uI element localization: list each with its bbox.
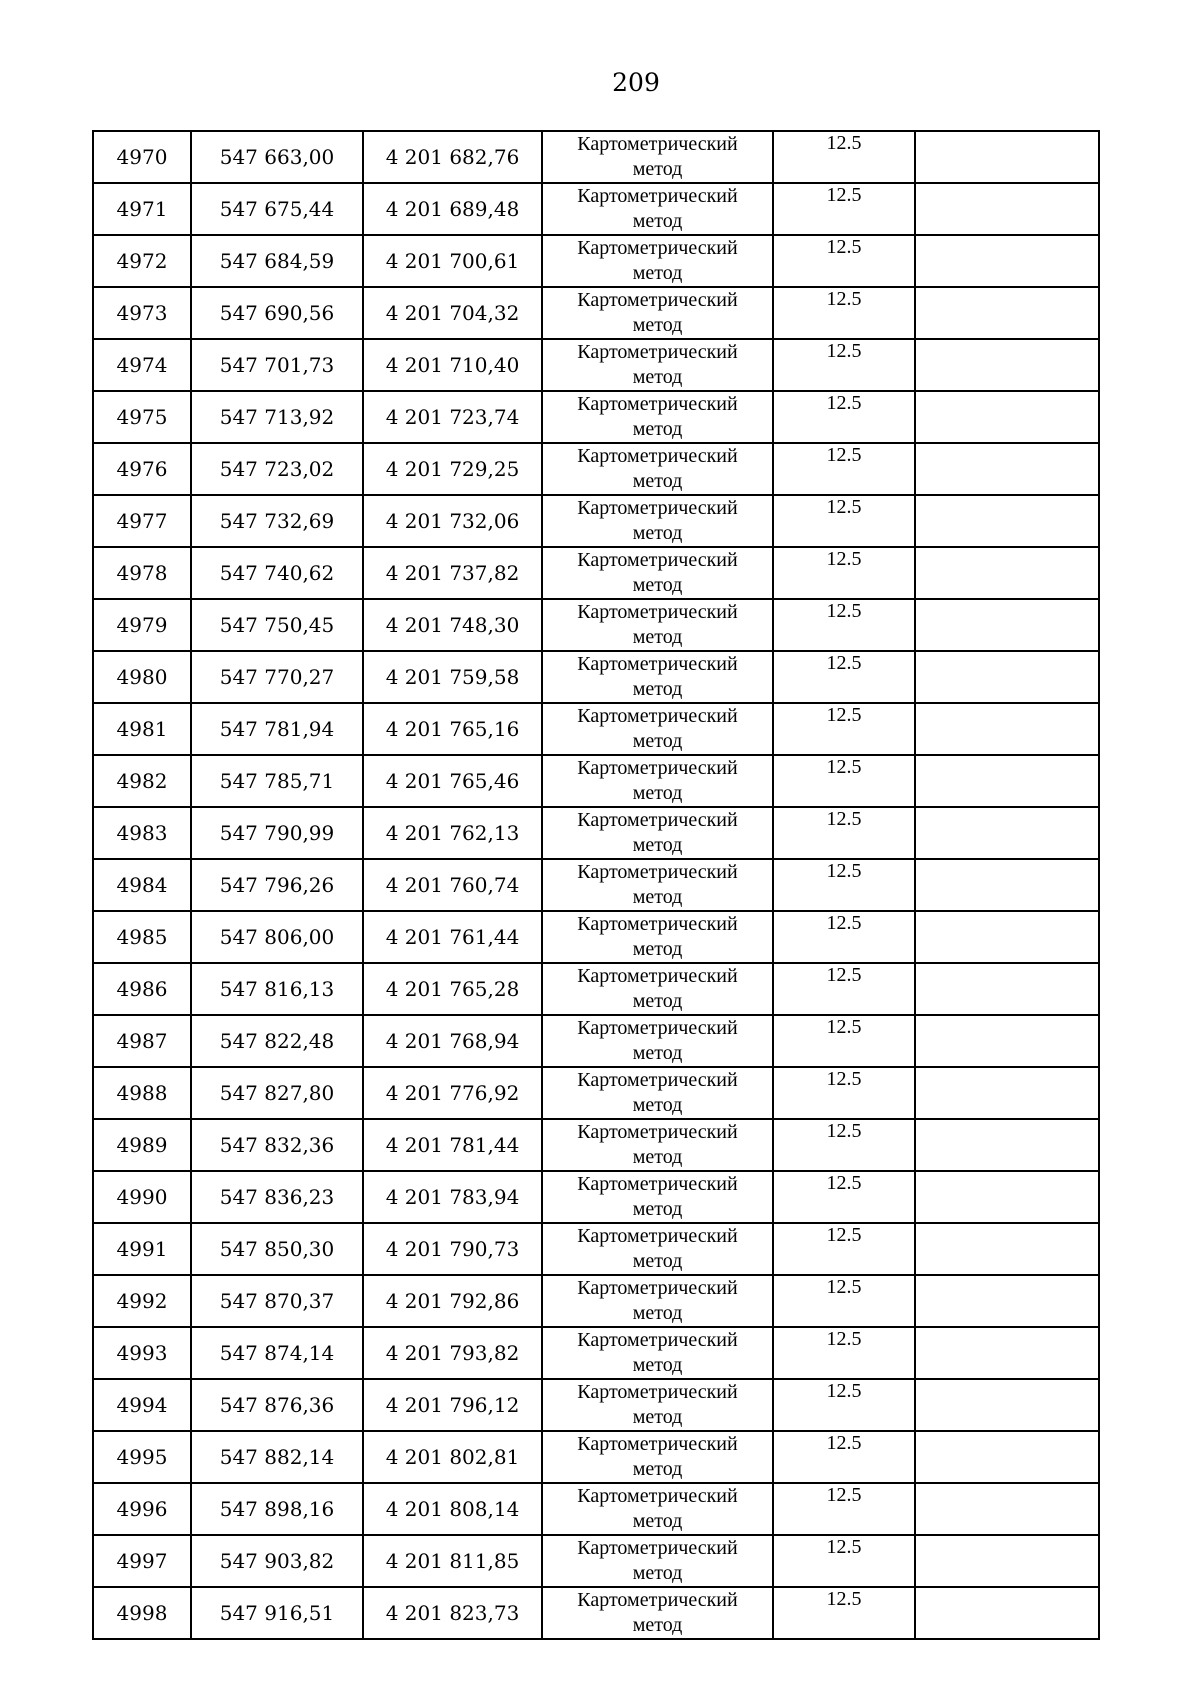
x-coordinate-cell: 547 732,69 [191,495,363,547]
x-coordinate-cell: 547 796,26 [191,859,363,911]
method-line-2: метод [632,886,683,908]
point-number-cell: 4990 [93,1171,191,1223]
note-cell [915,339,1099,391]
method-line-2: метод [632,626,683,648]
method-line-2: метод [632,1406,683,1428]
x-coordinate-cell: 547 832,36 [191,1119,363,1171]
accuracy-cell: 12.5 [773,443,915,495]
x-coordinate-cell: 547 785,71 [191,755,363,807]
point-number-cell: 4980 [93,651,191,703]
y-coordinate-cell: 4 201 823,73 [363,1587,542,1639]
method-line-2: метод [632,470,683,492]
method-cell [542,1223,773,1275]
note-cell [915,755,1099,807]
accuracy-cell: 12.5 [773,911,915,963]
note-cell [915,703,1099,755]
x-coordinate-cell: 547 740,62 [191,547,363,599]
note-cell [915,911,1099,963]
method-line-2: метод [632,834,683,856]
method-cell [542,1015,773,1067]
method-cell [542,1171,773,1223]
accuracy-cell: 12.5 [773,859,915,911]
table-row [93,183,1099,235]
point-number-cell: 4994 [93,1379,191,1431]
x-coordinate-cell: 547 701,73 [191,339,363,391]
point-number-cell: 4970 [93,131,191,183]
method-line-2: метод [632,782,683,804]
point-number-cell: 4976 [93,443,191,495]
method-line-2: метод [632,990,683,1012]
accuracy-cell: 12.5 [773,1587,915,1639]
note-cell [915,1379,1099,1431]
method-cell [542,911,773,963]
x-coordinate-cell: 547 713,92 [191,391,363,443]
note-cell [915,1171,1099,1223]
table-row [93,1015,1099,1067]
method-cell [542,1275,773,1327]
x-coordinate-cell: 547 806,00 [191,911,363,963]
accuracy-cell: 12.5 [773,1223,915,1275]
table-row [93,235,1099,287]
note-cell [915,443,1099,495]
note-cell [915,1535,1099,1587]
table-row [93,755,1099,807]
accuracy-cell: 12.5 [773,1275,915,1327]
x-coordinate-cell: 547 836,23 [191,1171,363,1223]
method-cell [542,1483,773,1535]
method-cell [542,807,773,859]
x-coordinate-cell: 547 675,44 [191,183,363,235]
point-number-cell: 4971 [93,183,191,235]
method-line-2: метод [632,1146,683,1168]
y-coordinate-cell: 4 201 762,13 [363,807,542,859]
x-coordinate-cell: 547 882,14 [191,1431,363,1483]
table-row [93,807,1099,859]
method-cell [542,547,773,599]
note-cell [915,495,1099,547]
coordinates-table [92,130,1100,1640]
method-line-1: Картометрический [577,1017,738,1039]
accuracy-cell: 12.5 [773,1067,915,1119]
x-coordinate-cell: 547 916,51 [191,1587,363,1639]
accuracy-cell: 12.5 [773,1431,915,1483]
method-cell [542,1327,773,1379]
y-coordinate-cell: 4 201 710,40 [363,339,542,391]
point-number-cell: 4977 [93,495,191,547]
accuracy-cell: 12.5 [773,1535,915,1587]
table-row [93,703,1099,755]
accuracy-cell: 12.5 [773,1483,915,1535]
method-line-1: Картометрический [577,757,738,779]
method-cell [542,599,773,651]
y-coordinate-cell: 4 201 761,44 [363,911,542,963]
method-cell [542,1119,773,1171]
y-coordinate-cell: 4 201 792,86 [363,1275,542,1327]
x-coordinate-cell: 547 903,82 [191,1535,363,1587]
method-cell [542,183,773,235]
method-cell [542,1535,773,1587]
accuracy-cell: 12.5 [773,183,915,235]
note-cell [915,131,1099,183]
y-coordinate-cell: 4 201 760,74 [363,859,542,911]
method-line-2: метод [632,418,683,440]
note-cell [915,1015,1099,1067]
method-cell [542,287,773,339]
method-line-2: метод [632,1614,683,1636]
accuracy-cell: 12.5 [773,1327,915,1379]
point-number-cell: 4998 [93,1587,191,1639]
method-line-2: метод [632,1094,683,1116]
table-row [93,859,1099,911]
method-line-2: метод [632,574,683,596]
table-row [93,1327,1099,1379]
method-line-1: Картометрический [577,1069,738,1091]
x-coordinate-cell: 547 870,37 [191,1275,363,1327]
method-line-1: Картометрический [577,1381,738,1403]
method-line-1: Картометрический [577,1329,738,1351]
method-line-2: метод [632,1042,683,1064]
y-coordinate-cell: 4 201 723,74 [363,391,542,443]
accuracy-cell: 12.5 [773,235,915,287]
accuracy-cell: 12.5 [773,807,915,859]
method-line-2: метод [632,1562,683,1584]
note-cell [915,1431,1099,1483]
method-line-2: метод [632,678,683,700]
method-cell [542,443,773,495]
method-line-2: метод [632,366,683,388]
method-line-1: Картометрический [577,393,738,415]
method-line-1: Картометрический [577,185,738,207]
point-number-cell: 4984 [93,859,191,911]
y-coordinate-cell: 4 201 768,94 [363,1015,542,1067]
point-number-cell: 4989 [93,1119,191,1171]
method-cell [542,131,773,183]
accuracy-cell: 12.5 [773,651,915,703]
x-coordinate-cell: 547 816,13 [191,963,363,1015]
note-cell [915,807,1099,859]
method-line-1: Картометрический [577,341,738,363]
method-line-1: Картометрический [577,1433,738,1455]
coordinates-table-body [93,131,1099,1639]
y-coordinate-cell: 4 201 796,12 [363,1379,542,1431]
table-row [93,1275,1099,1327]
method-line-1: Картометрический [577,1173,738,1195]
accuracy-cell: 12.5 [773,963,915,1015]
table-row [93,651,1099,703]
method-line-2: метод [632,938,683,960]
table-row [93,1379,1099,1431]
note-cell [915,651,1099,703]
x-coordinate-cell: 547 790,99 [191,807,363,859]
point-number-cell: 4988 [93,1067,191,1119]
x-coordinate-cell: 547 684,59 [191,235,363,287]
method-cell [542,495,773,547]
x-coordinate-cell: 547 827,80 [191,1067,363,1119]
point-number-cell: 4973 [93,287,191,339]
point-number-cell: 4981 [93,703,191,755]
method-line-2: метод [632,1302,683,1324]
method-cell [542,755,773,807]
accuracy-cell: 12.5 [773,1171,915,1223]
y-coordinate-cell: 4 201 781,44 [363,1119,542,1171]
table-row [93,1535,1099,1587]
note-cell [915,1223,1099,1275]
method-line-2: метод [632,158,683,180]
x-coordinate-cell: 547 781,94 [191,703,363,755]
note-cell [915,391,1099,443]
note-cell [915,235,1099,287]
point-number-cell: 4987 [93,1015,191,1067]
x-coordinate-cell: 547 822,48 [191,1015,363,1067]
method-line-1: Картометрический [577,133,738,155]
method-line-2: метод [632,1354,683,1376]
method-line-2: метод [632,1458,683,1480]
method-line-1: Картометрический [577,1537,738,1559]
method-cell [542,859,773,911]
note-cell [915,547,1099,599]
y-coordinate-cell: 4 201 765,28 [363,963,542,1015]
accuracy-cell: 12.5 [773,131,915,183]
y-coordinate-cell: 4 201 729,25 [363,443,542,495]
method-line-2: метод [632,730,683,752]
table-row [93,547,1099,599]
y-coordinate-cell: 4 201 790,73 [363,1223,542,1275]
accuracy-cell: 12.5 [773,1015,915,1067]
note-cell [915,963,1099,1015]
note-cell [915,1275,1099,1327]
table-row [93,391,1099,443]
point-number-cell: 4975 [93,391,191,443]
point-number-cell: 4986 [93,963,191,1015]
method-line-1: Картометрический [577,809,738,831]
accuracy-cell: 12.5 [773,755,915,807]
note-cell [915,599,1099,651]
x-coordinate-cell: 547 850,30 [191,1223,363,1275]
note-cell [915,1483,1099,1535]
point-number-cell: 4982 [93,755,191,807]
y-coordinate-cell: 4 201 704,32 [363,287,542,339]
table-row [93,443,1099,495]
point-number-cell: 4995 [93,1431,191,1483]
table-row [93,495,1099,547]
method-line-2: метод [632,262,683,284]
method-line-2: метод [632,1510,683,1532]
point-number-cell: 4978 [93,547,191,599]
note-cell [915,1119,1099,1171]
method-cell [542,1587,773,1639]
method-line-1: Картометрический [577,1225,738,1247]
point-number-cell: 4972 [93,235,191,287]
method-line-1: Картометрический [577,705,738,727]
table-row [93,1171,1099,1223]
accuracy-cell: 12.5 [773,703,915,755]
y-coordinate-cell: 4 201 689,48 [363,183,542,235]
y-coordinate-cell: 4 201 776,92 [363,1067,542,1119]
table-row [93,1587,1099,1639]
y-coordinate-cell: 4 201 793,82 [363,1327,542,1379]
x-coordinate-cell: 547 898,16 [191,1483,363,1535]
accuracy-cell: 12.5 [773,547,915,599]
point-number-cell: 4997 [93,1535,191,1587]
y-coordinate-cell: 4 201 682,76 [363,131,542,183]
method-cell [542,1379,773,1431]
y-coordinate-cell: 4 201 765,16 [363,703,542,755]
accuracy-cell: 12.5 [773,599,915,651]
x-coordinate-cell: 547 750,45 [191,599,363,651]
table-row [93,1119,1099,1171]
method-cell [542,1431,773,1483]
method-line-2: метод [632,522,683,544]
method-cell [542,235,773,287]
point-number-cell: 4985 [93,911,191,963]
method-line-1: Картометрический [577,653,738,675]
table-row [93,287,1099,339]
method-line-1: Картометрический [577,549,738,571]
note-cell [915,859,1099,911]
accuracy-cell: 12.5 [773,339,915,391]
table-row [93,599,1099,651]
page-number: 209 [612,68,660,97]
method-line-1: Картометрический [577,913,738,935]
accuracy-cell: 12.5 [773,287,915,339]
x-coordinate-cell: 547 876,36 [191,1379,363,1431]
method-cell [542,1067,773,1119]
y-coordinate-cell: 4 201 748,30 [363,599,542,651]
table-row [93,1223,1099,1275]
x-coordinate-cell: 547 663,00 [191,131,363,183]
method-line-1: Картометрический [577,237,738,259]
method-line-1: Картометрический [577,965,738,987]
y-coordinate-cell: 4 201 732,06 [363,495,542,547]
method-line-1: Картометрический [577,1277,738,1299]
y-coordinate-cell: 4 201 811,85 [363,1535,542,1587]
y-coordinate-cell: 4 201 759,58 [363,651,542,703]
note-cell [915,1587,1099,1639]
point-number-cell: 4993 [93,1327,191,1379]
y-coordinate-cell: 4 201 802,81 [363,1431,542,1483]
y-coordinate-cell: 4 201 783,94 [363,1171,542,1223]
x-coordinate-cell: 547 723,02 [191,443,363,495]
method-line-1: Картометрический [577,861,738,883]
note-cell [915,183,1099,235]
method-line-1: Картометрический [577,1485,738,1507]
point-number-cell: 4983 [93,807,191,859]
y-coordinate-cell: 4 201 808,14 [363,1483,542,1535]
note-cell [915,1067,1099,1119]
y-coordinate-cell: 4 201 700,61 [363,235,542,287]
accuracy-cell: 12.5 [773,1379,915,1431]
method-line-2: метод [632,1250,683,1272]
method-line-1: Картометрический [577,445,738,467]
y-coordinate-cell: 4 201 765,46 [363,755,542,807]
point-number-cell: 4996 [93,1483,191,1535]
method-cell [542,391,773,443]
x-coordinate-cell: 547 770,27 [191,651,363,703]
accuracy-cell: 12.5 [773,391,915,443]
table-row [93,131,1099,183]
method-cell [542,339,773,391]
point-number-cell: 4979 [93,599,191,651]
table-row [93,911,1099,963]
point-number-cell: 4992 [93,1275,191,1327]
method-line-1: Картометрический [577,601,738,623]
method-cell [542,703,773,755]
table-row [93,963,1099,1015]
table-row [93,1431,1099,1483]
method-line-1: Картометрический [577,1121,738,1143]
method-line-2: метод [632,210,683,232]
point-number-cell: 4991 [93,1223,191,1275]
table-row [93,1067,1099,1119]
accuracy-cell: 12.5 [773,495,915,547]
note-cell [915,287,1099,339]
method-line-1: Картометрический [577,289,738,311]
table-row [93,339,1099,391]
y-coordinate-cell: 4 201 737,82 [363,547,542,599]
method-line-1: Картометрический [577,497,738,519]
note-cell [915,1327,1099,1379]
table-row [93,1483,1099,1535]
method-cell [542,963,773,1015]
x-coordinate-cell: 547 690,56 [191,287,363,339]
point-number-cell: 4974 [93,339,191,391]
method-line-1: Картометрический [577,1589,738,1611]
accuracy-cell: 12.5 [773,1119,915,1171]
method-line-2: метод [632,1198,683,1220]
method-cell [542,651,773,703]
x-coordinate-cell: 547 874,14 [191,1327,363,1379]
method-line-2: метод [632,314,683,336]
